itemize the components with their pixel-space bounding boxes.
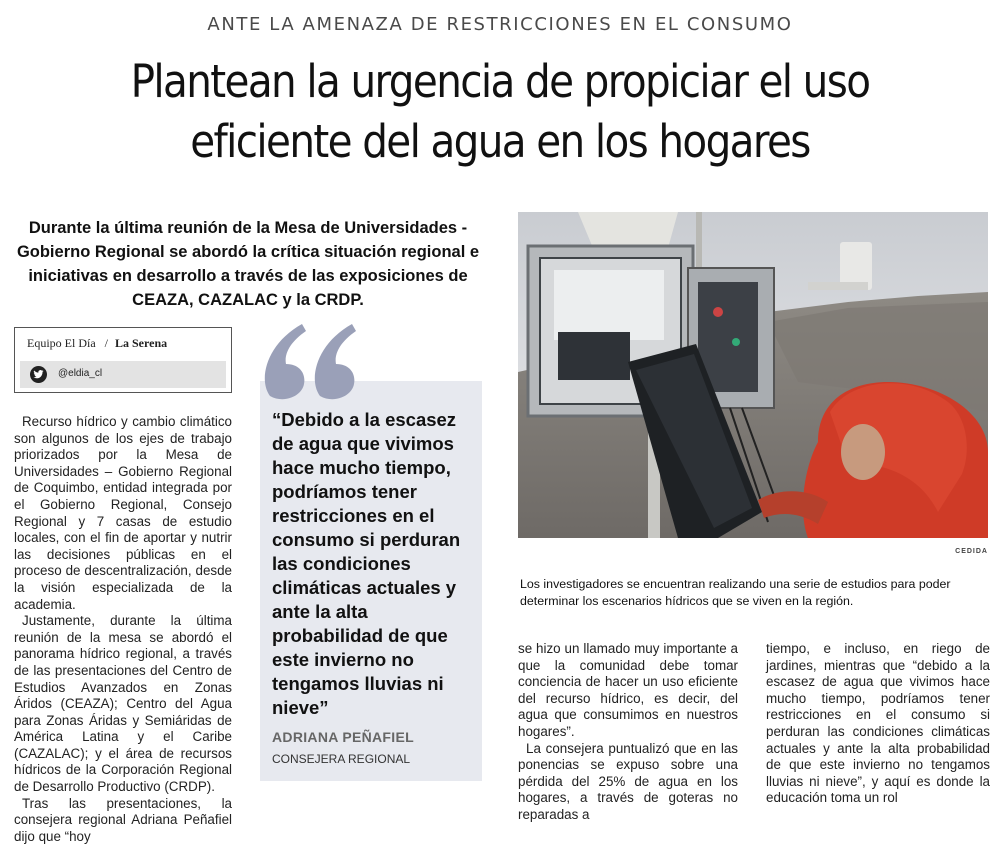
body-column-4: [766, 641, 990, 806]
body-paragraph: Justamente, durante la última reunión de la mesa se abordó el panorama hídrico regional, a través de las presentaciones del Centro de Estudios Avanzados en Zonas Áridos (CEAZA); Centro del Agua para Zonas Áridas y Semiáridas de América Latina y el Caribe (CAZALAC); y el área de recursos hídricos de la Corporación Regional de Desarrollo Productivo (CRDP).: [14, 613, 232, 795]
byline-author-line: [27, 336, 167, 351]
pullquote-role: CONSEJERA REGIONAL: [272, 752, 411, 766]
byline-city: La Serena: [115, 336, 168, 350]
twitter-bird-icon: [30, 366, 47, 383]
twitter-handle[interactable]: @eldia_cl: [58, 368, 103, 379]
body-paragraph: tiempo, e incluso, en riego de jardines, mientras que “debido a la escasez de agua que vivimos hace mucho tiempo, podríamos tener restricciones en el consumo si perduran las condiciones climáticas actuales y ante la alta probabilidad de que este invierno no tengamos lluvias ni nieve”, y aquí es donde la educación toma un rol: [766, 641, 990, 806]
body-paragraph: Tras las presentaciones, la consejera regional Adriana Peñafiel dijo que “hoy: [14, 795, 232, 844]
pullquote-text: “Debido a la escasez de agua que vivimos hace mucho tiempo, podríamos tener restricciones en el consumo si perduran las condiciones climáticas actuales y ante la alta probabilidad de que este invierno no tengamos lluvias ni nieve”: [272, 409, 461, 718]
photo-credit: CEDIDA: [955, 548, 988, 555]
article-photo: [518, 212, 988, 538]
byline-separator: /: [104, 336, 108, 350]
body-paragraph: Recurso hídrico y cambio climático son algunos de los ejes de trabajo priorizados por la Mesa de Universidades – Gobierno Regional de Coquimbo, entidad integrada por el Gobierno Regional, Consejo Regional y 7 casas de estudio locales, con el fin de aportar y nutrir las decisiones públicas en el proceso de descentralización, desde la visión especializada de la academia.: [14, 414, 232, 612]
byline-social-bar: [20, 361, 226, 388]
byline-box: [14, 327, 232, 393]
photo-caption: Los investigadores se encuentran realizando una serie de estudios para poder determinar los escenarios hídricos que se viven en la región.: [520, 577, 951, 608]
body-paragraph: se hizo un llamado muy importante a que la comunidad debe tomar conciencia de hacer un uso eficiente del recurso hídrico, es decir, del agua que consumimos en nuestros hogares”.: [518, 641, 738, 739]
body-column-3: [518, 641, 738, 822]
body-paragraph: La consejera puntualizó que en las ponencias se expuso sobre una pérdida del 25% de agua en los hogares, a través de goteras no reparadas a: [518, 740, 738, 822]
kicker: ANTE LA AMENAZA DE RESTRICCIONES EN EL CONSUMO: [207, 14, 793, 35]
body-column-1: [14, 414, 232, 844]
pullquote-author: ADRIANA PEÑAFIEL: [272, 729, 414, 745]
byline-author: Equipo El Día: [27, 336, 96, 350]
lead-paragraph: Durante la última reunión de la Mesa de Universidades - Gobierno Regional se abordó la crítica situación regional e iniciativas en desarrollo a través de las exposiciones de CEAZA, CAZALAC y la CRDP.: [16, 219, 480, 309]
quote-marks-icon: [262, 322, 362, 402]
headline: Plantean la urgencia de propiciar el uso eficiente del agua en los hogares: [130, 55, 870, 168]
